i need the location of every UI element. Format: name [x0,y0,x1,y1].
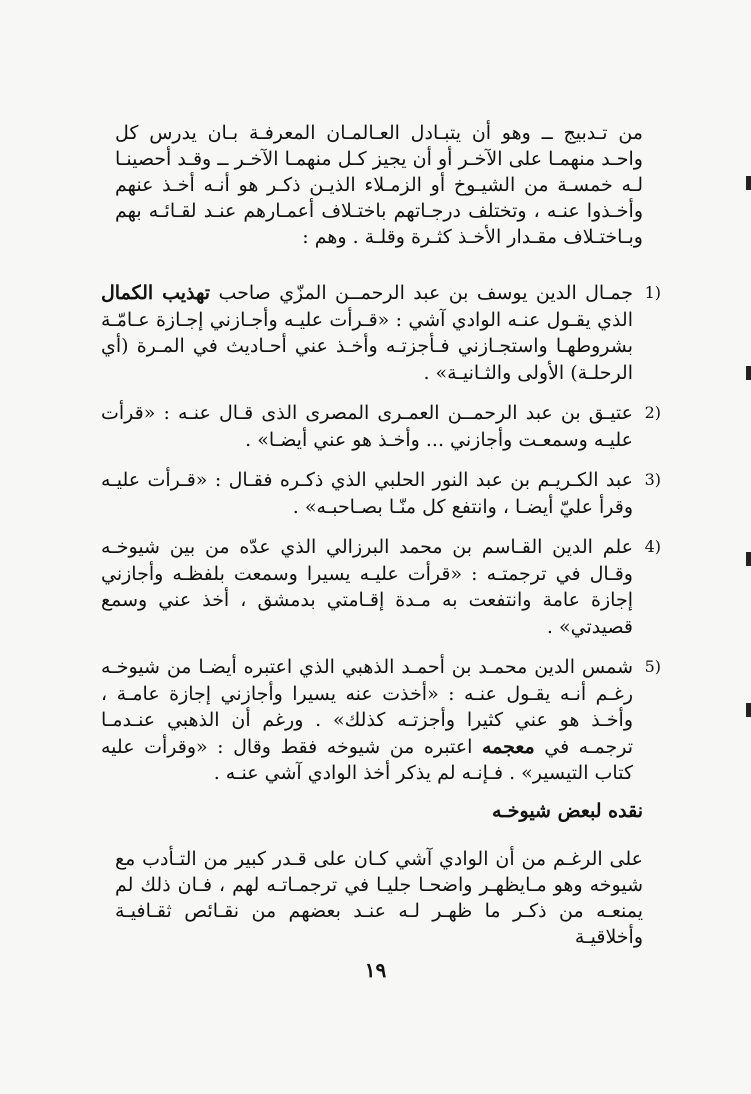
section-heading: نقده لبعض شيوخـه [492,800,643,822]
margin-mark [746,176,751,190]
list-item [101,400,661,453]
list-text: علم الدين القـاسم بن محمد البرزالي الذي عدّه من بين شيوخـه وقـال في ترجمتـه : «قرأت عليـه يسيرا وسمعت بلفظـه وأجازني إجازة عامة وانتفعت به مـدة إقـامتي بدمشق ، أخذ عني وسمع قصيدتي» . [101,536,633,638]
list-text: عبد الكـريـم بن عبد النور الحلبي الذي ذكـره فقـال : «قـرأت عليـه وقرأ عليّ أيضـا ، وانتفع كل منّـا بصـاحبـه» . [101,469,633,518]
margin-mark [746,552,751,566]
list-item [101,280,661,386]
closing-paragraph: على الرغـم من أن الوادي آشي كـان على قـدر كبير من التـأدب مع شيوخه وهو مـايظهـر واضحـا جليـا في ترجمـاتـه لهم ، فـان ذلك لم يمنعـه من ذكـر ما ظهـر لـه عنـد بعضهم من نقـائص ثقـافيـة وأخلاقيـة [115,848,643,948]
book-title: تهذيب الكمال [101,282,211,304]
list-number: 5) [644,657,661,676]
list-text: جمـال الدين يوسف بن عبد الرحمــن المزّي صاحب [210,282,634,304]
book-title: معجمه [481,735,535,758]
list-text: شمس الدين محمـد بن أحمـد الذهبي الذي اعتبره أيضـا من شيوخـه رغـم أنـه يقـول عنـه : «أخذت عنه يسيرا وأجازني إجازة عامـة ، وأخـذ هو عني كثيرا وأجزتـه كذلك» . ورغم أن الذهبي عنـدمـا ترجمـه في [101,656,633,758]
list-text: اعتبره من شيوخه فقط وقال : «وقرأت عليه كتاب التيسير» . فـإنـه لم يذكر أخذ الوادي آشي عنـه . [101,735,633,784]
list-text: عتيـق بن عبد الرحمــن العمـرى المصرى الذى قـال عنـه : «قرأت عليـه وسمعـت وأجازني ... وأخـذ هو عني أيضـا» . [101,402,633,451]
list-item [101,534,661,640]
list-number: 3) [644,470,661,489]
teachers-list [101,280,661,801]
list-text: الذي يقـول عنـه الوادي آشي : «قـرأت عليـه وأجـازني إجـازة عـامّـة بشروطهـا واستجـازني فـأجزتـه وأخـذ عني أحـاديث في المـرة (أي الرحلـة) الأولى والثـانيـة» . [101,308,633,384]
intro-paragraph: من تـدبيج ــ وهو أن يتبـادل العـالمـان المعرفـة بـان يدرس كل واحـد منهمـا على الآخـر أو أن يجيز كـل منهمـا الآخـر ــ وقـد أحصينـا لـه خمسـة من الشيـوخ أو الزمـلاء الذيـن ذكـر هو أنـه أخـذ عنهم وأخـذوا عنـه ، وتختلف درجـاتهم باختـلاف أعمـارهم عنـد لقـائـه بهم وبـاختـلاف مقـدار الأخـذ كثـرة وقلـة . وهم : [115,122,643,248]
list-number: 2) [644,403,661,422]
page-number: ١٩ [364,958,387,982]
list-item [101,467,661,520]
margin-mark [746,366,751,380]
list-number: 1) [644,283,661,302]
list-number: 4) [644,537,661,556]
list-item [101,654,661,787]
margin-mark [746,703,751,717]
